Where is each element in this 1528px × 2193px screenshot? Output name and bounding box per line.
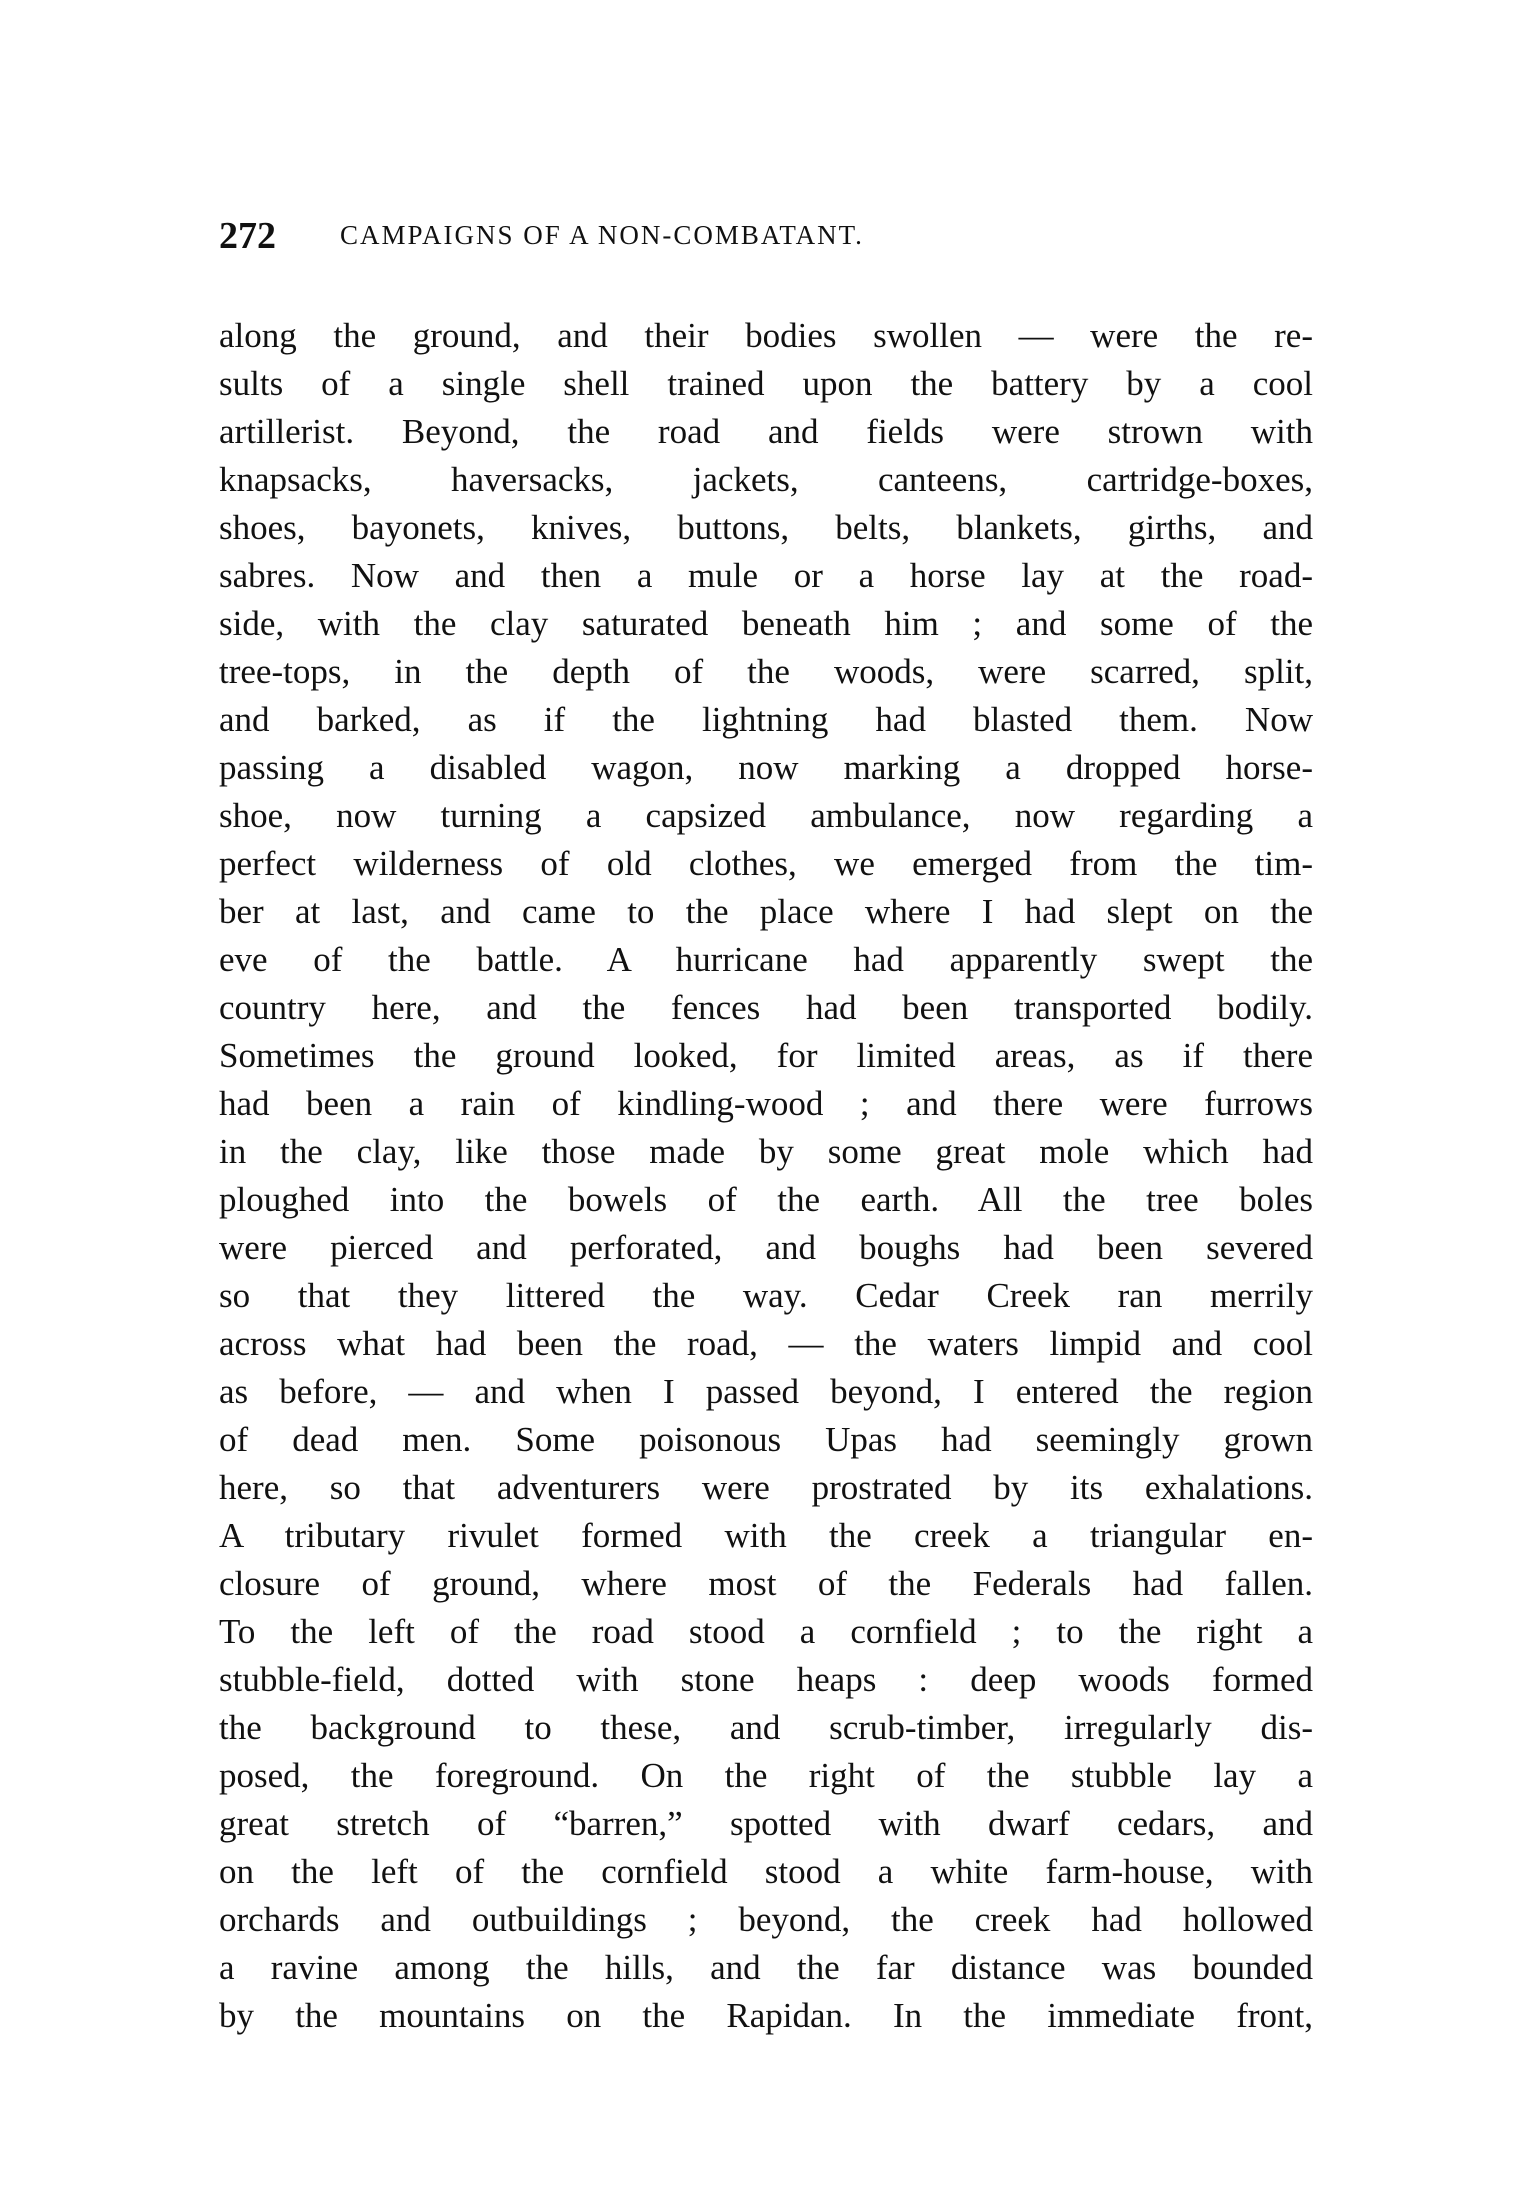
text-line	[219, 1224, 1313, 1272]
text-line	[219, 1512, 1313, 1560]
text-line-content: along the ground, and their bodies swollen — were the re-	[219, 316, 1313, 355]
page-number: 272	[219, 215, 276, 257]
text-line	[219, 1992, 1313, 2040]
text-line-content: posed, the foreground. On the right of the stubble lay a	[219, 1756, 1313, 1795]
text-line-content: the background to these, and scrub-timber, irregularly dis-	[219, 1708, 1313, 1747]
text-line	[219, 744, 1313, 792]
text-line-content: on the left of the cornfield stood a white farm-house, with	[219, 1852, 1313, 1891]
text-line	[219, 936, 1313, 984]
text-line	[219, 1656, 1313, 1704]
text-line-content: had been a rain of kindling-wood ; and there were furrows	[219, 1084, 1313, 1123]
text-line-content: artillerist. Beyond, the road and fields were strown with	[219, 412, 1313, 451]
running-header	[219, 214, 1319, 264]
text-line-content: country here, and the fences had been transported bodily.	[219, 988, 1313, 1027]
text-line	[219, 1848, 1313, 1896]
text-line-content: stubble-field, dotted with stone heaps : deep woods formed	[219, 1660, 1313, 1699]
text-line	[219, 312, 1313, 360]
text-line-content: A tributary rivulet formed with the creek a triangular en-	[219, 1516, 1313, 1555]
text-line	[219, 888, 1313, 936]
text-line	[219, 840, 1313, 888]
text-line-content: ber at last, and came to the place where I had slept on the	[219, 892, 1313, 931]
text-line-content: as before, — and when I passed beyond, I entered the region	[219, 1372, 1313, 1411]
text-line-content: perfect wilderness of old clothes, we emerged from the tim-	[219, 844, 1313, 883]
text-line-content: ploughed into the bowels of the earth. All the tree boles	[219, 1180, 1313, 1219]
text-line-content: closure of ground, where most of the Federals had fallen.	[219, 1564, 1313, 1603]
text-line	[219, 1896, 1313, 1944]
text-line	[219, 552, 1313, 600]
text-line-content: eve of the battle. A hurricane had apparently swept the	[219, 940, 1313, 979]
text-line	[219, 792, 1313, 840]
text-line	[219, 504, 1313, 552]
text-line	[219, 1560, 1313, 1608]
text-line-content: shoes, bayonets, knives, buttons, belts, blankets, girths, and	[219, 508, 1313, 547]
text-line	[219, 1416, 1313, 1464]
text-line-content: a ravine among the hills, and the far distance was bounded	[219, 1948, 1313, 1987]
text-line	[219, 1608, 1313, 1656]
text-line-content: To the left of the road stood a cornfield ; to the right a	[219, 1612, 1313, 1651]
text-line-content: shoe, now turning a capsized ambulance, now regarding a	[219, 796, 1313, 835]
text-line-content: in the clay, like those made by some great mole which had	[219, 1132, 1313, 1171]
text-line	[219, 1752, 1313, 1800]
text-line	[219, 648, 1313, 696]
text-line-content: tree-tops, in the depth of the woods, were scarred, split,	[219, 652, 1313, 691]
text-line-content: Sometimes the ground looked, for limited areas, as if there	[219, 1036, 1313, 1075]
text-line	[219, 1464, 1313, 1512]
text-line	[219, 1320, 1313, 1368]
text-line-content: side, with the clay saturated beneath him ; and some of the	[219, 604, 1313, 643]
text-line	[219, 1272, 1313, 1320]
text-line-content: orchards and outbuildings ; beyond, the creek had hollowed	[219, 1900, 1313, 1939]
text-line-content: knapsacks, haversacks, jackets, canteens, cartridge-boxes,	[219, 460, 1313, 499]
text-line	[219, 600, 1313, 648]
text-line	[219, 360, 1313, 408]
text-line-content: of dead men. Some poisonous Upas had seemingly grown	[219, 1420, 1313, 1459]
text-line-content: so that they littered the way. Cedar Creek ran merrily	[219, 1276, 1313, 1315]
text-line-content: sults of a single shell trained upon the battery by a cool	[219, 364, 1313, 403]
text-line	[219, 1032, 1313, 1080]
text-line	[219, 1128, 1313, 1176]
text-line	[219, 408, 1313, 456]
text-line-content: here, so that adventurers were prostrated by its exhalations.	[219, 1468, 1313, 1507]
text-line-content: passing a disabled wagon, now marking a dropped horse-	[219, 748, 1313, 787]
text-line	[219, 696, 1313, 744]
text-line	[219, 1800, 1313, 1848]
text-line	[219, 456, 1313, 504]
running-title: CAMPAIGNS OF A NON-COMBATANT.	[340, 220, 864, 250]
text-line	[219, 1944, 1313, 1992]
text-line-content: sabres. Now and then a mule or a horse lay at the road-	[219, 556, 1313, 595]
text-line	[219, 1176, 1313, 1224]
text-line-content: were pierced and perforated, and boughs had been severed	[219, 1228, 1313, 1267]
text-line-content: and barked, as if the lightning had blasted them. Now	[219, 700, 1313, 739]
text-line-content: across what had been the road, — the waters limpid and cool	[219, 1324, 1313, 1363]
text-line	[219, 1368, 1313, 1416]
text-line	[219, 984, 1313, 1032]
text-line-content: by the mountains on the Rapidan. In the immediate front,	[219, 1996, 1313, 2035]
text-line	[219, 1704, 1313, 1752]
text-line	[219, 1080, 1313, 1128]
body-text	[219, 312, 1313, 2040]
text-line-content: great stretch of “barren,” spotted with dwarf cedars, and	[219, 1804, 1313, 1843]
